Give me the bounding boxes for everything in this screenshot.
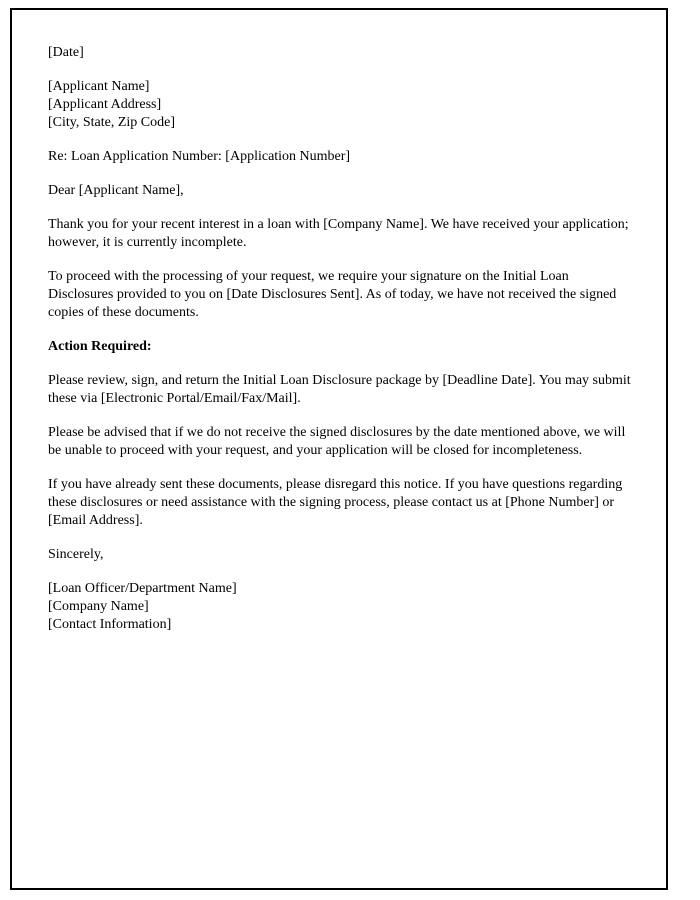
paragraph-disregard: If you have already sent these documents, please disregard this notice. If you have questions regarding these disclosures or need assistance with the signing process, please contact us at [Phone Number] or [Email Address]. (48, 477, 623, 528)
salutation: Dear [Applicant Name], (48, 183, 184, 198)
paragraph-action-detail: Please review, sign, and return the Initial Loan Disclosure package by [Deadline Date]. You may submit these via [Electronic Portal/Email/Fax/Mail]. (48, 373, 631, 406)
signature-block (48, 580, 634, 634)
action-required-heading: Action Required: (48, 339, 152, 354)
recipient-block (48, 78, 634, 132)
date-line: [Date] (48, 45, 84, 60)
recipient-city-state-zip: [City, State, Zip Code] (48, 115, 176, 130)
signature-company: [Company Name] (48, 599, 149, 614)
paragraph-requirement: To proceed with the processing of your request, we require your signature on the Initial Loan Disclosures provided to you on [Date Disclosures Sent]. As of today, we have not received the signed copies of these documents. (48, 269, 617, 320)
subject-line: Re: Loan Application Number: [Application Number] (48, 149, 351, 164)
paragraph-intro: Thank you for your recent interest in a loan with [Company Name]. We have received your application; however, it is currently incomplete. (48, 217, 629, 250)
letter-border-frame (10, 8, 668, 890)
paragraph-warning: Please be advised that if we do not receive the signed disclosures by the date mentioned above, we will be unable to proceed with your request, and your application will be closed for incompleteness. (48, 425, 626, 458)
recipient-name: [Applicant Name] (48, 79, 150, 94)
signature-officer: [Loan Officer/Department Name] (48, 581, 237, 596)
recipient-address: [Applicant Address] (48, 97, 162, 112)
signature-contact: [Contact Information] (48, 617, 172, 632)
closing: Sincerely, (48, 547, 104, 562)
